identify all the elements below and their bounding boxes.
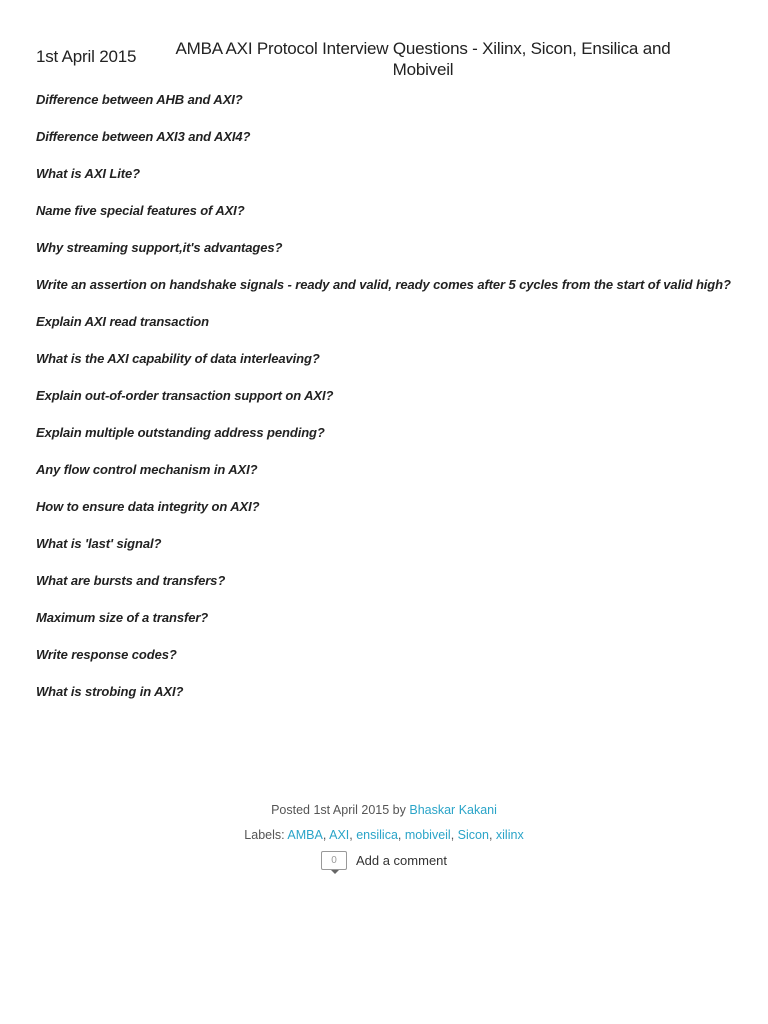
question-item: Explain multiple outstanding address pending? <box>36 425 325 440</box>
question-item: Any flow control mechanism in AXI? <box>36 462 258 477</box>
label-link-mobiveil[interactable]: mobiveil <box>404 828 451 842</box>
add-comment-link[interactable]: Add a comment <box>355 853 448 868</box>
question-item: Maximum size of a transfer? <box>36 610 209 625</box>
post-date: 1st April 2015 <box>36 47 137 66</box>
comment-count-icon[interactable]: 0 <box>321 851 347 870</box>
label-link-ensilica[interactable]: ensilica <box>356 828 398 842</box>
question-item: Write response codes? <box>36 647 177 662</box>
labels-prefix: Labels: <box>244 828 285 842</box>
posted-line <box>0 801 768 819</box>
post-title[interactable]: AMBA AXI Protocol Interview Questions - Xilinx, Sicon, Ensilica and Mobiveil <box>175 39 671 79</box>
label-separator: , <box>488 828 496 842</box>
posted-prefix: Posted 1st April 2015 by <box>271 803 406 817</box>
question-item: Write an assertion on handshake signals - ready and valid, ready comes after 5 cycles from the start of valid high? <box>36 277 731 292</box>
question-item: How to ensure data integrity on AXI? <box>36 499 260 514</box>
comment-row <box>321 851 447 870</box>
author-link[interactable]: Bhaskar Kakani <box>409 803 497 817</box>
label-link-xilinx[interactable]: xilinx <box>495 828 524 842</box>
label-link-amba[interactable]: AMBA <box>287 828 323 842</box>
question-list <box>36 91 741 720</box>
label-separator: , <box>450 828 458 842</box>
question-item: What is strobing in AXI? <box>36 684 184 699</box>
post-footer <box>0 801 768 870</box>
question-item: Why streaming support,it's advantages? <box>36 240 283 255</box>
question-item: Name five special features of AXI? <box>36 203 245 218</box>
label-separator: , <box>349 828 357 842</box>
post-header <box>36 36 736 86</box>
question-item: Difference between AHB and AXI? <box>36 92 243 107</box>
question-item: What are bursts and transfers? <box>36 573 226 588</box>
question-item: What is AXI Lite? <box>36 166 140 181</box>
label-link-axi[interactable]: AXI <box>329 828 350 842</box>
question-item: Explain AXI read transaction <box>36 314 209 329</box>
labels-line <box>0 826 768 844</box>
question-item: Difference between AXI3 and AXI4? <box>36 129 251 144</box>
question-item: Explain out-of-order transaction support on AXI? <box>36 388 334 403</box>
label-separator: , <box>397 828 405 842</box>
question-item: What is 'last' signal? <box>36 536 162 551</box>
question-item: What is the AXI capability of data interleaving? <box>36 351 320 366</box>
label-separator: , <box>322 828 330 842</box>
label-link-sicon[interactable]: Sicon <box>457 828 489 842</box>
